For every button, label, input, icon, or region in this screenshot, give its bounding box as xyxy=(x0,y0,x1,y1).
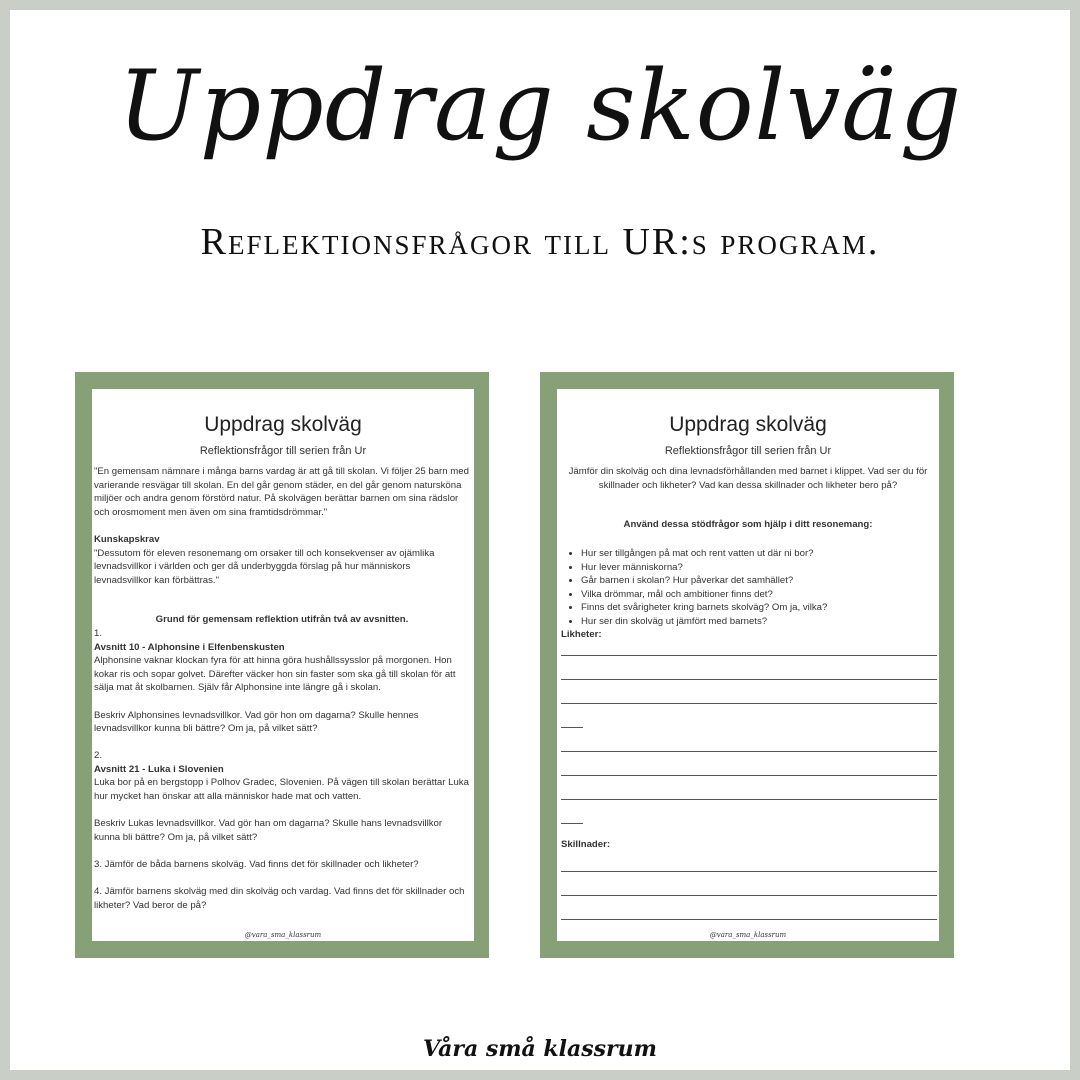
support-question: • Hur ser din skolväg ut jämfört med barnets? xyxy=(581,615,939,629)
reflection-heading: Grund för gemensam reflektion utifrån två av avsnitten. xyxy=(155,614,409,626)
episode-2-text: Luka bor på en bergstopp i Polhov Gradec, Slovenien. På vägen till skolan berättar Luka hur mycket han önskar att alla människor hade mat och vatten. xyxy=(94,777,469,803)
answer-line xyxy=(561,799,937,800)
answer-line xyxy=(561,727,583,728)
worksheet-subtitle: Reflektionsfrågor till serien från Ur xyxy=(199,445,367,457)
answer-line xyxy=(561,703,937,704)
answer-line xyxy=(561,775,937,776)
episode-1-question: Beskriv Alphonsines levnadsvillkor. Vad gör hon om dagarna? Skulle hennes levnadsvillkor kunna bli bättre? Om ja, på vilket sätt? xyxy=(94,709,419,735)
answer-line xyxy=(561,895,937,896)
cover-title: Uppdrag skolväg xyxy=(117,50,963,162)
worksheet-right-frame xyxy=(540,372,954,958)
worksheet-body xyxy=(94,465,470,912)
question-3: 3. Jämför de båda barnens skolväg. Vad finns det för skillnader och likheter? xyxy=(94,859,419,871)
support-questions-list xyxy=(567,547,939,629)
episode-2-question: Beskriv Lukas levnadsvillkor. Vad gör han om dagarna? Skulle hans levnadsvillkor kunna bli bättre? Om ja, på vilket sätt? xyxy=(94,818,443,843)
support-question: • Hur lever människorna? xyxy=(581,561,939,575)
brand-name: Våra små klassrum xyxy=(423,1036,657,1062)
answer-line xyxy=(561,679,937,680)
answer-line xyxy=(561,871,937,872)
worksheet-title: Uppdrag skolväg xyxy=(204,413,362,436)
program-quote: "En gemensam nämnare i många barns vardag är att gå till skolan. Vi följer 25 barn med varierande resvägar till skolan. En del går genom städer, en del går genom natursköna miljöer och andra genom förstörd natur. På skolvägen berättar barnen om sina rädslor och orosmoment men även om sina framtidsdrömmar." xyxy=(94,466,469,518)
worksheet-subtitle: Reflektionsfrågor till serien från Ur xyxy=(664,445,832,457)
support-question: • Vilka drömmar, mål och ambitioner finns det? xyxy=(581,588,939,602)
worksheet-left-frame xyxy=(75,372,489,958)
worksheet-footer-handle: @vara_sma_klassrum xyxy=(709,931,787,939)
answer-line xyxy=(561,751,937,752)
answer-line xyxy=(561,823,583,824)
worksheet-title: Uppdrag skolväg xyxy=(669,413,827,436)
worksheet-right xyxy=(557,389,939,941)
worksheet-footer-handle: @vara_sma_klassrum xyxy=(244,931,322,939)
skillnader-label: Skillnader: xyxy=(561,839,611,850)
question-4: 4. Jämför barnens skolväg med din skolväg och vardag. Vad finns det för skillnader och likheter? Vad beror de på? xyxy=(94,886,465,911)
episode-1-title: Avsnitt 10 - Alphonsine i Elfenbenskusten xyxy=(94,641,285,653)
episode-1-number: 1. xyxy=(94,627,103,639)
episode-1-text: Alphonsine vaknar klockan fyra för att hinna göra hushållssysslor på morgonen. Hon kokar ris och sopar golvet. Därefter väcker hon sin faster som ska gå till skolan för att sälja mat åt skolbarnen. Själv får Alphonsine inte längre gå i skolan. xyxy=(94,655,456,694)
cover-subtitle: Reflektionsfrågor till UR:s program. xyxy=(200,221,880,263)
likheter-label: Likheter: xyxy=(561,629,602,640)
support-question: • Går barnen i skolan? Hur påverkar det samhället? xyxy=(581,574,939,588)
episode-2-title: Avsnitt 21 - Luka i Slovenien xyxy=(94,763,224,775)
answer-line xyxy=(561,919,937,920)
support-question: • Finns det svårigheter kring barnets skolväg? Om ja, vilka? xyxy=(581,601,939,615)
answer-line xyxy=(561,655,937,656)
support-questions-heading: Använd dessa stödfrågor som hjälp i ditt resonemang: xyxy=(623,519,873,530)
kunskapskrav-heading: Kunskapskrav xyxy=(94,533,160,545)
worksheet-left xyxy=(92,389,474,941)
kunskapskrav-text: "Dessutom för eleven resonemang om orsaker till och konsekvenser av ojämlika levnadsvillkor i världen och ger då underbyggda förslag på hur människors levnadsvillkor kan förbättras." xyxy=(94,547,435,586)
support-question: • Hur ser tillgången på mat och rent vatten ut där ni bor? xyxy=(581,547,939,561)
worksheet-intro: Jämför din skolväg och dina levnadsförhållanden med barnet i klippet. Vad ser du för skillnader och likheter? Vad kan dessa skillnader och likheter bero på? xyxy=(568,466,928,491)
cover-canvas xyxy=(10,10,1070,1070)
episode-2-number: 2. xyxy=(94,750,103,762)
